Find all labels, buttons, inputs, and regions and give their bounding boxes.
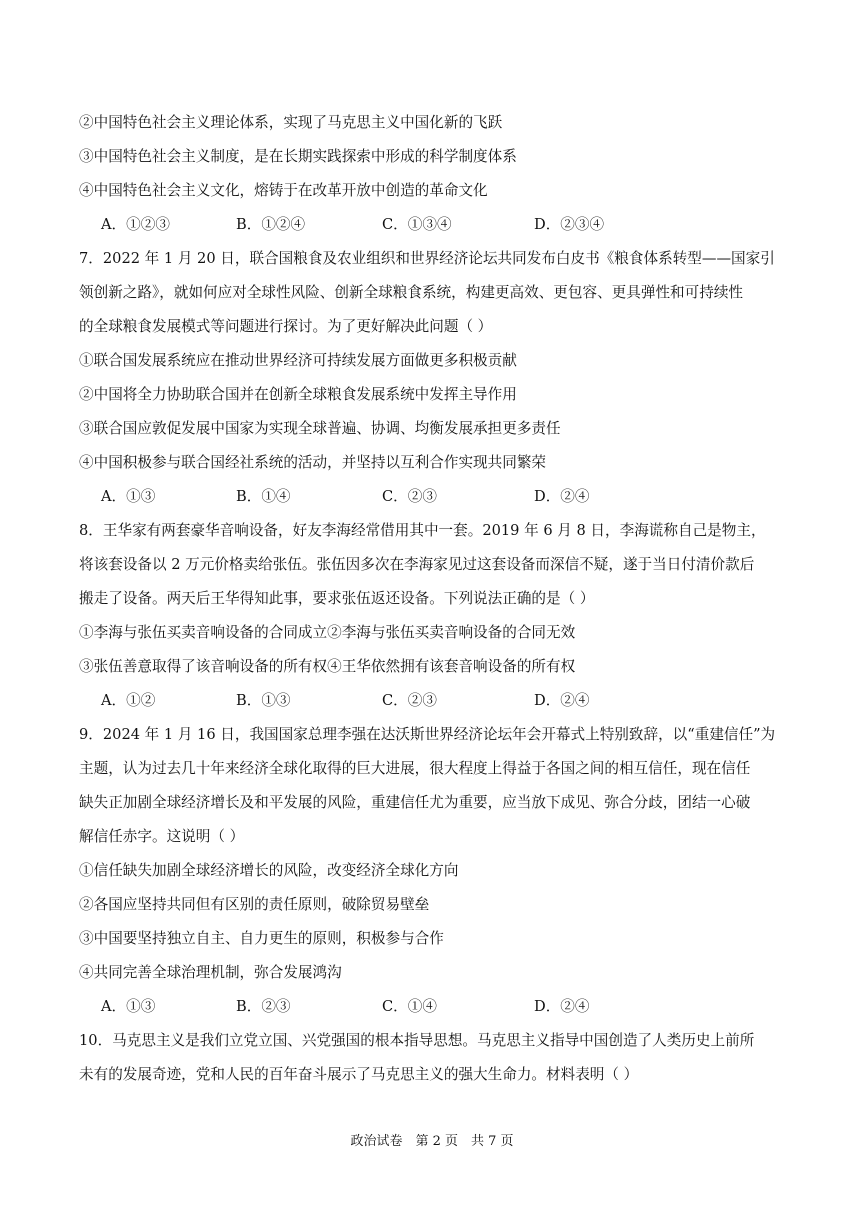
q9-statement-3: ③中国要坚持独立自主、自力更生的原则，积极参与合作 bbox=[79, 930, 444, 947]
q8-statements-1-2: ①李海与张伍买卖音响设备的合同成立②李海与张伍买卖音响设备的合同无效 bbox=[79, 624, 576, 641]
q9-statement-4: ④共同完善全球治理机制，弥合发展鸿沟 bbox=[79, 964, 342, 981]
q7-option-a[interactable]: A．①③ bbox=[101, 488, 156, 505]
q9-statement-2: ②各国应坚持共同但有区别的责任原则，破除贸易壁垒 bbox=[79, 896, 430, 913]
q8-option-a[interactable]: A．①② bbox=[101, 692, 156, 709]
q8-option-b[interactable]: B．①③ bbox=[236, 692, 291, 709]
q7-options bbox=[101, 487, 804, 507]
q7-option-c[interactable]: C．②③ bbox=[382, 488, 437, 505]
q9-options bbox=[101, 997, 804, 1017]
q7-stem-line-2: 领创新之路》，就如何应对全球性风险、创新全球粮食系统，构建更高效、更包容、更具弹性和可持续性 bbox=[79, 284, 744, 301]
q7-option-d[interactable]: D．②④ bbox=[534, 488, 590, 505]
q7-option-b[interactable]: B．①④ bbox=[236, 488, 291, 505]
q9-stem-line-1: 9．2024 年 1 月 16 日，我国国家总理李强在达沃斯世界经济论坛年会开幕式上特别致辞，以“重建信任”为 bbox=[79, 726, 776, 743]
q7-statement-2: ②中国将全力协助联合国并在创新全球粮食发展系统中发挥主导作用 bbox=[79, 386, 517, 403]
q10-stem-line-2: 未有的发展奇迹，党和人民的百年奋斗展示了马克思主义的强大生命力。材料表明（ ） bbox=[79, 1066, 639, 1083]
q9-option-b[interactable]: B．②③ bbox=[236, 998, 291, 1015]
page-footer: 政治试卷 第 2 页 共 7 页 bbox=[350, 1134, 514, 1149]
q6-option-c[interactable]: C．①③④ bbox=[382, 216, 452, 233]
q6-statement-3: ③中国特色社会主义制度，是在长期实践探索中形成的科学制度体系 bbox=[79, 148, 517, 165]
q6-statement-2: ②中国特色社会主义理论体系，实现了马克思主义中国化新的飞跃 bbox=[79, 114, 503, 131]
q9-stem-line-2: 主题，认为过去几十年来经济全球化取得的巨大进展，很大程度上得益于各国之间的相互信任，现在信任 bbox=[79, 760, 751, 777]
q6-options bbox=[101, 215, 804, 235]
q8-stem-line-2: 将该套设备以 2 万元价格卖给张伍。张伍因多次在李海家见过这套设备而深信不疑，遂于当日付清价款后 bbox=[79, 556, 755, 573]
q9-stem-line-3: 缺失正加剧全球经济增长及和平发展的风险，重建信任尤为重要，应当放下成见、弥合分歧，团结一心破 bbox=[79, 794, 751, 811]
q7-statement-4: ④中国积极参与联合国经社系统的活动，并坚持以互利合作实现共同繁荣 bbox=[79, 454, 547, 471]
q9-stem-line-4: 解信任赤字。这说明（ ） bbox=[79, 828, 245, 845]
q6-option-b[interactable]: B．①②④ bbox=[236, 216, 306, 233]
q6-option-a[interactable]: A．①②③ bbox=[101, 216, 170, 233]
q8-option-c[interactable]: C．②③ bbox=[382, 692, 437, 709]
q7-statement-3: ③联合国应敦促发展中国家为实现全球普遍、协调、均衡发展承担更多责任 bbox=[79, 420, 561, 437]
q8-stem-line-3: 搬走了设备。两天后王华得知此事，要求张伍返还设备。下列说法正确的是（ ） bbox=[79, 590, 595, 607]
q9-option-d[interactable]: D．②④ bbox=[534, 998, 590, 1015]
q8-stem-line-1: 8．王华家有两套豪华音响设备，好友李海经常借用其中一套。2019 年 6 月 8 日，李海谎称自己是物主， bbox=[79, 522, 766, 539]
q8-statements-3-4: ③张伍善意取得了该音响设备的所有权④王华依然拥有该套音响设备的所有权 bbox=[79, 658, 576, 675]
q7-statement-1: ①联合国发展系统应在推动世界经济可持续发展方面做更多积极贡献 bbox=[79, 352, 517, 369]
q8-options bbox=[101, 691, 804, 711]
q7-stem-line-1: 7．2022 年 1 月 20 日，联合国粮食及农业组织和世界经济论坛共同发布白皮书《粮食体系转型——国家引 bbox=[79, 250, 775, 267]
q7-stem-line-3: 的全球粮食发展模式等问题进行探讨。为了更好解决此问题（ ） bbox=[79, 318, 493, 335]
q6-option-d[interactable]: D．②③④ bbox=[534, 216, 605, 233]
q9-statement-1: ①信任缺失加剧全球经济增长的风险，改变经济全球化方向 bbox=[79, 862, 459, 879]
q9-option-c[interactable]: C．①④ bbox=[382, 998, 437, 1015]
q10-stem-line-1: 10．马克思主义是我们立党立国、兴党强国的根本指导思想。马克思主义指导中国创造了人类历史上前所 bbox=[79, 1032, 755, 1049]
q8-option-d[interactable]: D．②④ bbox=[534, 692, 590, 709]
q9-option-a[interactable]: A．①③ bbox=[101, 998, 156, 1015]
q6-statement-4: ④中国特色社会主义文化，熔铸于在改革开放中创造的革命文化 bbox=[79, 182, 488, 199]
